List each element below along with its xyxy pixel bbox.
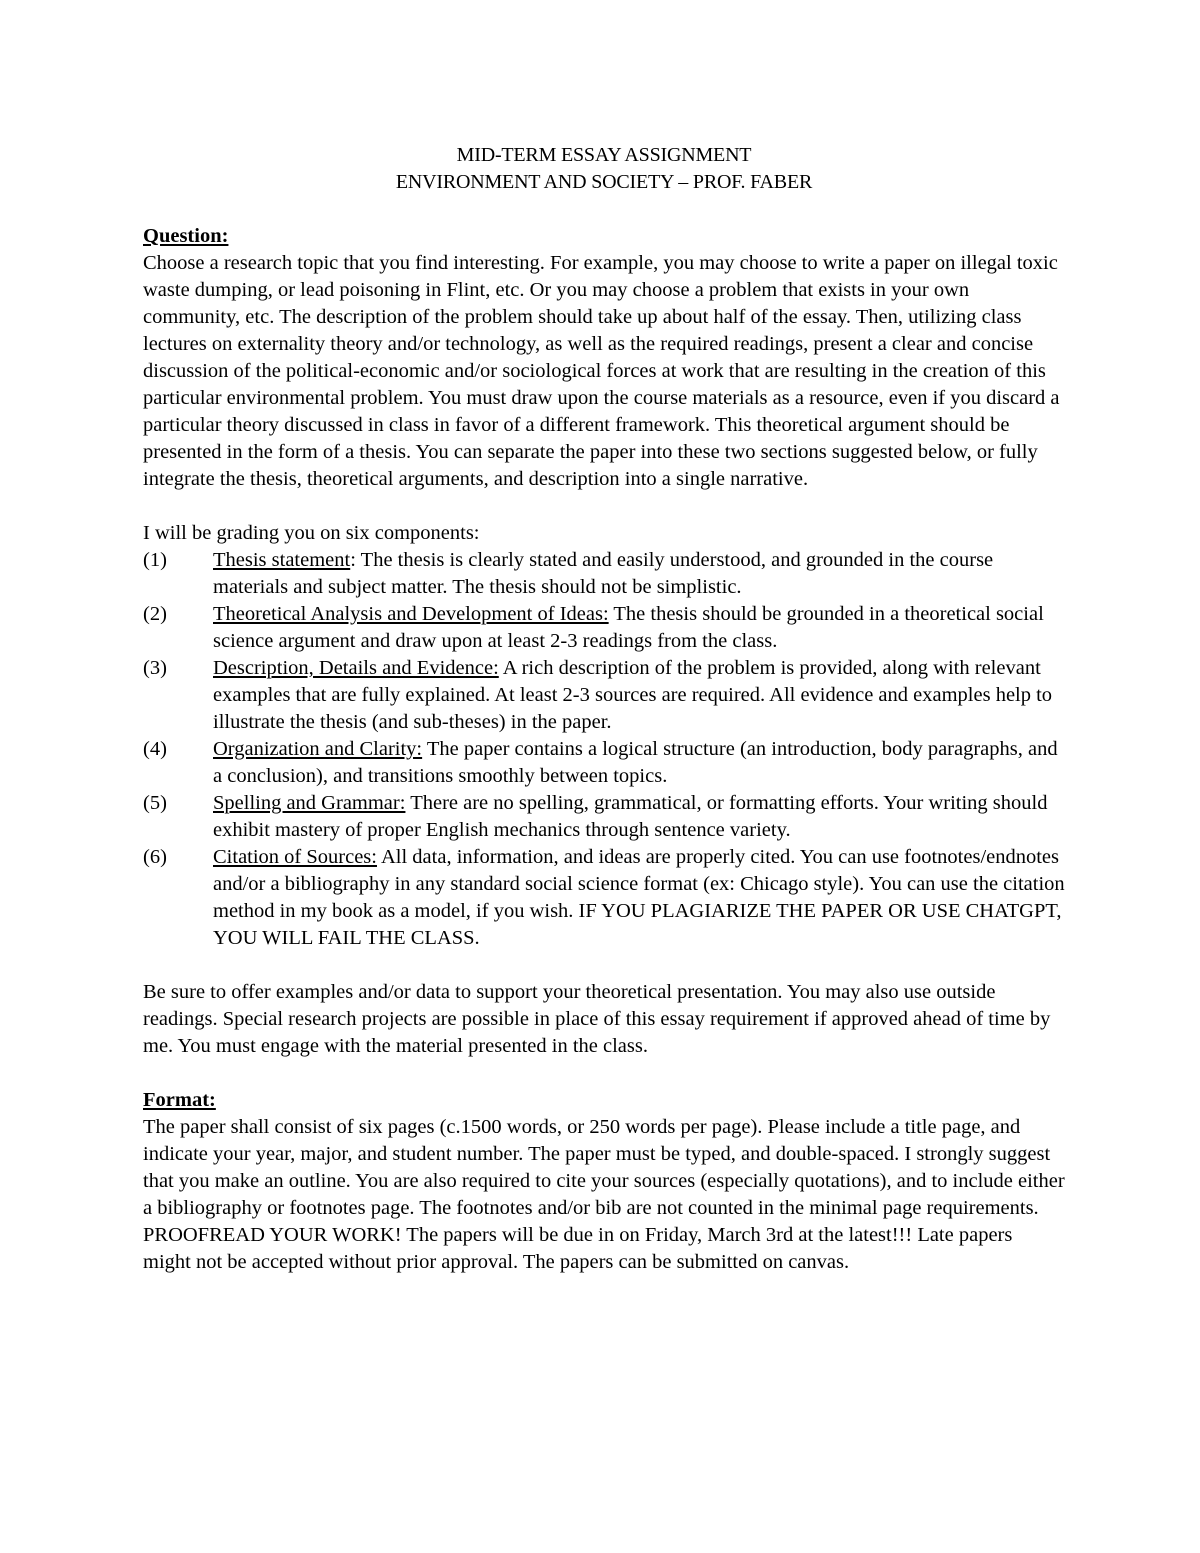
question-heading: Question:	[143, 225, 229, 247]
grading-item-number: (1)	[143, 549, 167, 571]
grading-item-number: (5)	[143, 792, 167, 814]
grading-item-body	[213, 601, 1065, 655]
grading-item-label: Theoretical Analysis and Development of Ideas:	[213, 603, 609, 625]
question-body: Choose a research topic that you find interesting. For example, you may choose to write a paper on illegal toxic waste dumping, or lead poisoning in Flint, etc. Or you may choose a problem that exists in your own community, etc. The description of the problem should take up about half of the essay. Then, utilizing class lectures on externality theory and/or technology, as well as the required readings, present a clear and concise discussion of the political-economic and/or sociological forces at work that are resulting in the creation of this particular environmental problem. You must draw upon the course materials as a resource, even if you discard a particular theory discussed in class in favor of a different framework. This theoretical argument should be presented in the form of a thesis. You can separate the paper into these two sections suggested below, or fully integrate the thesis, theoretical arguments, and description into a single narrative.	[143, 252, 1060, 490]
grading-intro: I will be grading you on six components:	[143, 522, 480, 544]
grading-item-label: Description, Details and Evidence:	[213, 657, 499, 679]
grading-list	[143, 547, 1065, 952]
grading-item-body	[213, 547, 1065, 601]
grading-item-number: (3)	[143, 657, 167, 679]
grading-item-body	[213, 736, 1065, 790]
grading-item-number: (2)	[143, 603, 167, 625]
grading-item-text: : The thesis is clearly stated and easily understood, and grounded in the course materials and subject matter. The thesis should not be simplistic.	[213, 549, 994, 598]
spacer	[143, 1060, 1065, 1087]
grading-item-body	[213, 655, 1065, 736]
support-body: Be sure to offer examples and/or data to support your theoretical presentation. You may also use outside readings. Special research projects are possible in place of this essay requirement if approved ahead of time by me. You must engage with the material presented in the class.	[143, 981, 1051, 1057]
grading-item-text: There are no spelling, grammatical, or formatting efforts. Your writing should exhibit mastery of proper English mechanics through sentence variety.	[213, 792, 1048, 841]
grading-item-number: (6)	[143, 846, 167, 868]
format-heading: Format:	[143, 1089, 216, 1111]
grading-item-text: All data, information, and ideas are properly cited. You can use footnotes/endnotes and/or a bibliography in any standard social science format (ex: Chicago style). You can use the citation method in my book as a model, if you wish. IF YOU PLAGIARIZE THE PAPER OR USE CHATGPT, YOU WILL FAIL THE CLASS.	[213, 846, 1065, 949]
grading-item-body	[213, 844, 1065, 952]
grading-item-number: (4)	[143, 738, 167, 760]
grading-item	[143, 736, 1065, 790]
grading-item-text: The thesis should be grounded in a theoretical social science argument and draw upon at least 2-3 readings from the class.	[213, 603, 1044, 652]
grading-item-text: A rich description of the problem is provided, along with relevant examples that are fully explained. At least 2-3 sources are required. All evidence and examples help to illustrate the thesis (and sub-theses) in the paper.	[213, 657, 1053, 733]
grading-item-text: The paper contains a logical structure (an introduction, body paragraphs, and a conclusion), and transitions smoothly between topics.	[213, 738, 1058, 787]
grading-item	[143, 601, 1065, 655]
grading-item-label: Spelling and Grammar:	[213, 792, 406, 814]
grading-item	[143, 844, 1065, 952]
spacer	[143, 952, 1065, 979]
spacer	[143, 196, 1065, 223]
grading-item	[143, 655, 1065, 736]
document-title-line1: MID-TERM ESSAY ASSIGNMENT	[456, 144, 752, 166]
document-title-line2: ENVIRONMENT AND SOCIETY – PROF. FABER	[395, 171, 813, 193]
spacer	[143, 493, 1065, 520]
grading-item-body	[213, 790, 1065, 844]
document-content	[143, 142, 1065, 1276]
grading-item-label: Citation of Sources:	[213, 846, 377, 868]
grading-item-label: Thesis statement	[213, 549, 351, 571]
format-body: The paper shall consist of six pages (c.1500 words, or 250 words per page). Please include a title page, and indicate your year, major, and student number. The paper must be typed, and double-spaced. I strongly suggest that you make an outline. You are also required to cite your sources (especially quotations), and to include either a bibliography or footnotes page. The footnotes and/or bib are not counted in the minimal page requirements. PROOFREAD YOUR WORK! The papers will be due in on Friday, March 3rd at the latest!!! Late papers might not be accepted without prior approval. The papers can be submitted on canvas.	[143, 1116, 1065, 1273]
grading-item-label: Organization and Clarity:	[213, 738, 423, 760]
grading-item	[143, 547, 1065, 601]
grading-item	[143, 790, 1065, 844]
